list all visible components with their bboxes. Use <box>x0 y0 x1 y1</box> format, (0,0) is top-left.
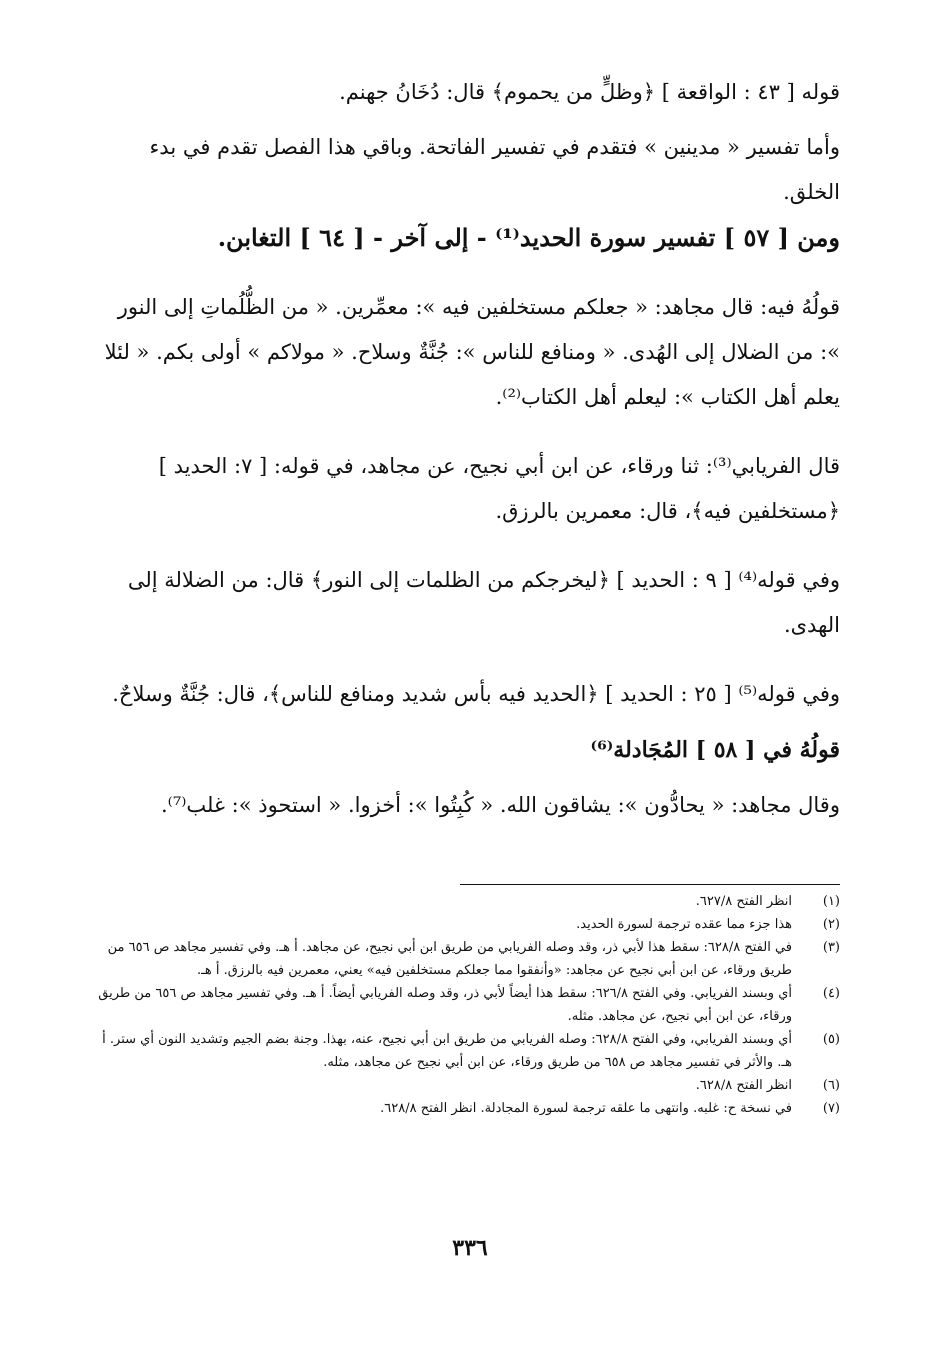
footnote <box>92 982 840 1028</box>
footnotes <box>92 890 840 1120</box>
footnote-number: (٣) <box>822 940 840 955</box>
paragraph-waqia: قوله [ ٤٣ : الواقعة ] ﴿وظلٍّ من يحموم﴾ قال: دُخَانُ جهنم. <box>339 80 840 104</box>
footnote <box>92 936 840 982</box>
spacer <box>92 717 840 727</box>
footnote <box>92 1097 840 1120</box>
footnote-number: (٥) <box>822 1032 840 1047</box>
spacer <box>92 115 840 125</box>
footnote <box>92 913 840 936</box>
paragraph-mujahid-hadid: قولُهُ فيه: قال مجاهد: « جعلكم مستخلفين فيه »: معمِّرين. « من الظُّلُماتِ إلى النور »: من الضلال إلى الهُدى. « ومنافع للناس »: جُنَّةٌ وسلاح. « مولاكم » أولى بكم. « لئلا يعلم أهل الكتاب »: ليعلم أهل الكتاب⁽²⁾. <box>104 295 840 409</box>
footnote-text: أي وبسند الفريابي، وفي الفتح ٦٢٨/٨: وصله الفريابي من طريق ابن أبي نجيح، عنه، بهذا. وجنة بضم الجيم وتشديد النون أي ستر. أ هـ. والأثر في تفسير مجاهد ص ٦٥٨ من طريق ورقاء، عن ابن أبي نجيح عن مجاهد، مثله. <box>102 1032 792 1070</box>
spacer <box>92 261 840 285</box>
section-heading-hadid: ومن [ ٥٧ ] تفسير سورة الحديد⁽¹⁾ - إلى آخر - [ ٦٤ ] التغابن. <box>217 223 840 252</box>
footnote <box>92 1074 840 1097</box>
footnote-text: في الفتح ٦٢٨/٨: سقط هذا لأبي ذر، وقد وصله الفريابي من طريق ابن أبي نجيح، عن مجاهد. أ هـ. وفي تفسير مجاهد ص ٦٥٦ من طريق ورقاء، عن ابن أبي نجيح عن مجاهد: «وأنفقوا مما جعلكم مستخلفين فيه» يعني، معمرين فيه بالرزق. أ هـ. <box>107 940 792 978</box>
paragraph-verse-9: وفي قوله⁽⁴⁾ [ ٩ : الحديد ] ﴿ليخرجكم من الظلمات إلى النور﴾ قال: من الضلالة إلى الهدى. <box>127 568 840 637</box>
main-text <box>92 70 840 828</box>
footnote-text: انظر الفتح ٦٢٨/٨. <box>695 1078 792 1093</box>
spacer <box>92 534 840 558</box>
paragraph-verse-25: وفي قوله⁽⁵⁾ [ ٢٥ : الحديد ] ﴿الحديد فيه بأس شديد ومنافع للناس﴾، قال: جُنَّةٌ وسلاحٌ. <box>112 682 840 706</box>
paragraph-mudinin: وأما تفسير « مدينين » فتقدم في تفسير الفاتحة. وباقي هذا الفصل تقدم في بدء الخلق. <box>149 135 840 204</box>
footnote-number: (١) <box>822 894 840 909</box>
footnote-separator <box>460 884 840 885</box>
footnote <box>92 890 840 913</box>
footnote-number: (٦) <box>822 1078 840 1093</box>
page-number: ٣٣٦ <box>452 1235 488 1261</box>
footnote <box>92 1028 840 1074</box>
footnote-number: (٢) <box>822 917 840 932</box>
spacer <box>92 420 840 444</box>
paragraph-mujahid-mujadala: وقال مجاهد: « يحادُّون »: يشاقون الله. « كُبِتُوا »: أخزوا. « استحوذ »: غلب⁽⁷⁾. <box>160 793 840 817</box>
footnote-text: انظر الفتح ٦٢٧/٨. <box>695 894 792 909</box>
spacer <box>92 648 840 672</box>
section-heading-mujadala: قولُهُ في [ ٥٨ ] المُجَادلة⁽⁶⁾ <box>590 737 840 763</box>
footnote-text: هذا جزء مما عقده ترجمة لسورة الحديد. <box>576 917 792 932</box>
footnote-text: أي وبسند الفريابي. وفي الفتح ٦٢٦/٨: سقط هذا أيضاً لأبي ذر، وقد وصله الفريابي أيضاً. أ هـ. وفي تفسير مجاهد ص ٦٥٦ من طريق ورقاء، عن ابن أبي نجيح، عن مجاهد. مثله. <box>98 986 792 1024</box>
spacer <box>92 773 840 783</box>
footnote-number: (٧) <box>822 1101 840 1116</box>
paragraph-firyabi: قال الفريابي⁽³⁾: ثنا ورقاء، عن ابن أبي نجيح، عن مجاهد، في قوله: [ ٧: الحديد ] ﴿مستخلفين فيه﴾، قال: معمرين بالرزق. <box>158 454 840 523</box>
footnote-text: في نسخة ح: غلبه. وانتهى ما علقه ترجمة لسورة المجادلة. انظر الفتح ٦٢٨/٨. <box>380 1101 792 1116</box>
footnote-number: (٤) <box>822 986 840 1001</box>
